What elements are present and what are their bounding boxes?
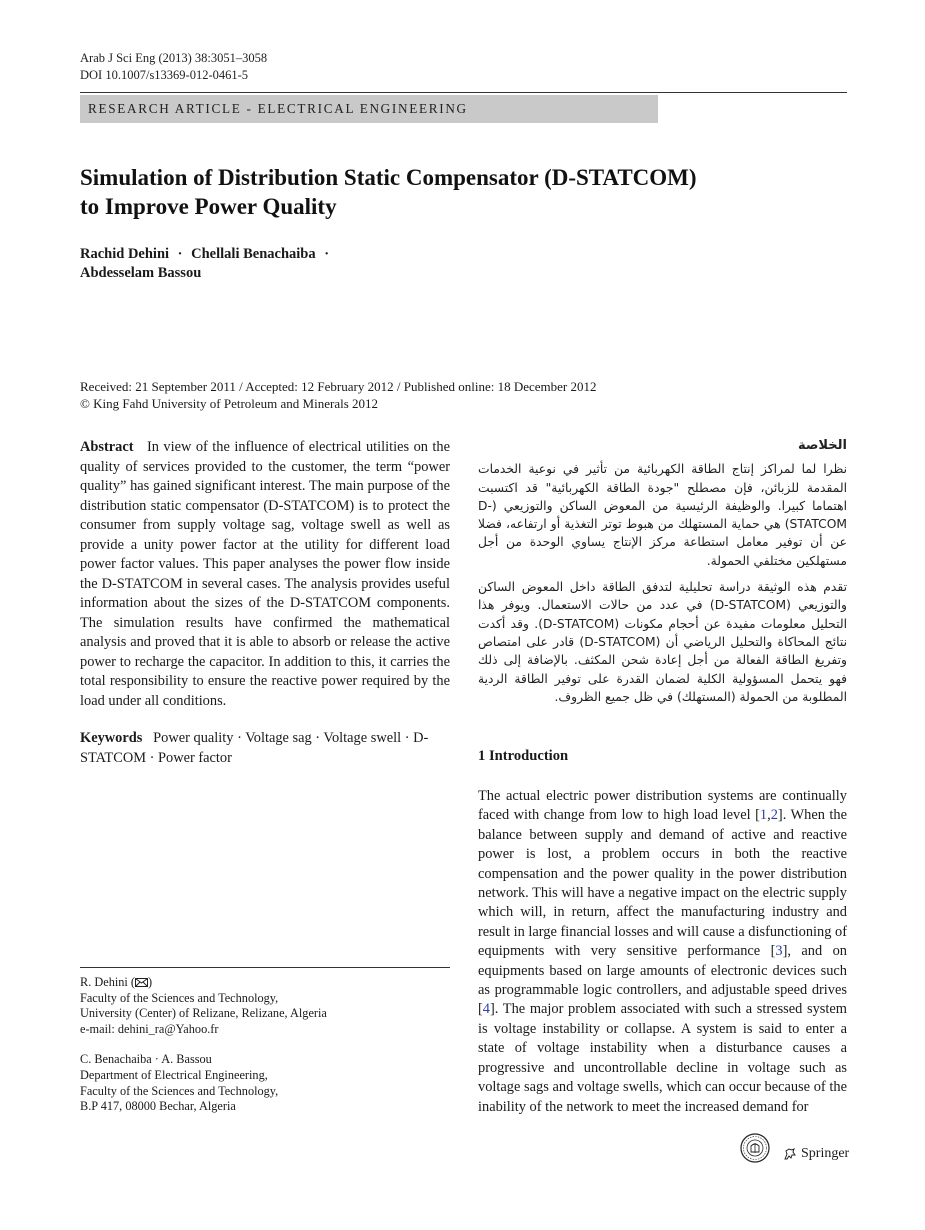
arabic-paragraph: تقدم هذه الوثيقة دراسة تحليلية لتدفق الطاقة داخل المعوض الساكن والتوزيعي (D-STATCOM) في عدد من حالات الاستعمال. ويوفر هذا التحليل معلومات مفيدة عن أحجام مكونات (D-STATCOM). وقد أكدت نتائج المحاكاة والتحليل الرياضي أن (D-STATCOM) قادر على امتصاص وتفريغ الطاقة الفعالة من أجل إعادة شحن المكثف. بالإضافة إلى ذلك فهو يتحمل المسؤولية الكلية لضمان القدرة على توفير الطاقة الردية المطلوبة من الحمولة (المستهلك) في ظل جميع الظروف. [478, 580, 848, 704]
author-affiliations [80, 975, 450, 1115]
affiliation-line: Department of Electrical Engineering, [80, 1067, 268, 1082]
author-name: R. Dehini ( [80, 975, 135, 989]
article-title [80, 163, 820, 221]
abstract-text: In view of the influence of electrical utilities on the quality of services provided to the customer, the term “power quality” has gained significant interest. The main purpose of the distribution static compensator (D-STATCOM) is to protect the consumer from supply voltage sag, voltage swell as well as provide a unity power factor at the utility for different load power factor values. This paper analyses the power flow inside the D-STATCOM in several cases. The analysis provides useful information about the sizes of the D-STATCOM components. The simulation results have confirmed the mathematical analysis and proved that it is able to absorb or release the active power to recharge the capacitor. In addition to this, it carries the total responsibility to ensure the reactive power required by the load under all conditions. [80, 439, 451, 709]
introduction-paragraph [478, 787, 847, 1117]
citation-link[interactable]: 3 [775, 943, 783, 960]
citation-link[interactable]: 4 [482, 1001, 490, 1018]
affiliation-line: Faculty of the Sciences and Technology, [80, 990, 279, 1005]
author-separator: · [324, 246, 330, 262]
envelope-icon [135, 978, 148, 987]
affiliation-line: C. Benachaiba · A. Bassou [80, 1052, 212, 1067]
affiliation-line [80, 975, 450, 991]
keywords [80, 729, 450, 768]
header-rule [80, 92, 847, 93]
article-category-banner: RESEARCH ARTICLE - ELECTRICAL ENGINEERING [80, 95, 658, 123]
author-separator: · [177, 246, 183, 262]
section-heading-introduction: 1 Introduction [478, 748, 569, 764]
affiliation-line: Faculty of the Sciences and Technology, [80, 1083, 279, 1098]
journal-seal-icon [740, 1133, 770, 1163]
abstract [80, 438, 450, 711]
affiliation-line: University (Center) of Relizane, Relizane, Algeria [80, 1006, 327, 1021]
introduction-body [478, 787, 847, 1117]
citation-link[interactable]: 2 [770, 807, 778, 824]
intro-text: ]. The major problem associated with such a stressed system is voltage instability or collapse. A system is said to enter a state of voltage instability when a disturbance causes a progressive and uncontrollable decline in voltage such as voltage sags and voltage swells, which can occur because of the inability of the network to meet the increased demand for [478, 1001, 847, 1115]
author-name: Chellali Benachaiba [191, 246, 316, 262]
keywords-text: Power quality · Voltage sag · Voltage swell · D-STATCOM · Power factor [80, 730, 429, 766]
intro-text: The actual electric power distribution systems are continually faced with change from low to high load level [ [478, 788, 847, 824]
doi: DOI 10.1007/s13369-012-0461-5 [80, 68, 249, 82]
abstract-label: Abstract [80, 439, 134, 455]
dates-line: Received: 21 September 2011 / Accepted: 12 February 2012 / Published online: 18 December 2012 [80, 379, 597, 394]
publisher-name: Springer [801, 1146, 850, 1161]
title-line: to Improve Power Quality [80, 194, 337, 219]
author-name-close: ) [148, 975, 153, 989]
publisher-logo [783, 1146, 849, 1162]
citation-link[interactable]: 1 [759, 807, 768, 824]
abstract-column [80, 438, 450, 768]
author-list [80, 245, 480, 283]
journal-citation: Arab J Sci Eng (2013) 38:3051–3058 [80, 51, 268, 65]
intro-text: , [767, 807, 771, 824]
intro-text: ]. When the balance between supply and demand of active and reactive power is lost, a problem occurs in both the reactive compensation and the power quality in the power distribution network. This will have a negative impact on the electric supply which will, in return, affect the manufacturing industry and result in large financial losses and will cause a disfunctioning of equipments with very sensitive performance [ [478, 807, 847, 960]
title-line: Simulation of Distribution Static Compensator (D-STATCOM) [80, 165, 697, 190]
affiliation-line: B.P 417, 08000 Bechar, Algeria [80, 1099, 236, 1114]
arabic-abstract [478, 437, 847, 714]
arabic-paragraph: نظرا لما لمراكز إنتاج الطاقة الكهربائية من تأثير في نوعية الخدمات المقدمة للزبائن، فإن مصطلح "جودة الطاقة الكهربائية" قد اكتسبت اهتماما كبيرا. والوظيفة الرئيسية من المعوض الساكن والتوزيعي (D-STATCOM) هي حماية المستهلك من هبوط توتر التغذية أو ارتفاعه، فضلا عن أن توفير معامل استطاعة مركز الإنتاج يساوي الوحدة من أجل مستهلكين مختلفي الحمولة. [478, 462, 847, 568]
publication-history [80, 379, 847, 412]
keywords-label: Keywords [80, 730, 143, 746]
arabic-heading: الخلاصة [797, 438, 847, 453]
springer-horse-icon [783, 1147, 797, 1161]
intro-text: ], and on equipments based on large amounts of electronic devices such as programmable logic controllers, and adjustable speed drives [ [478, 943, 847, 1018]
footnote-rule [80, 967, 450, 968]
copyright-line: © King Fahd University of Petroleum and Minerals 2012 [80, 395, 379, 411]
email-line[interactable]: e-mail: dehini_ra@Yahoo.fr [80, 1021, 219, 1036]
author-name: Rachid Dehini [80, 246, 170, 262]
author-name: Abdesselam Bassou [80, 265, 202, 281]
